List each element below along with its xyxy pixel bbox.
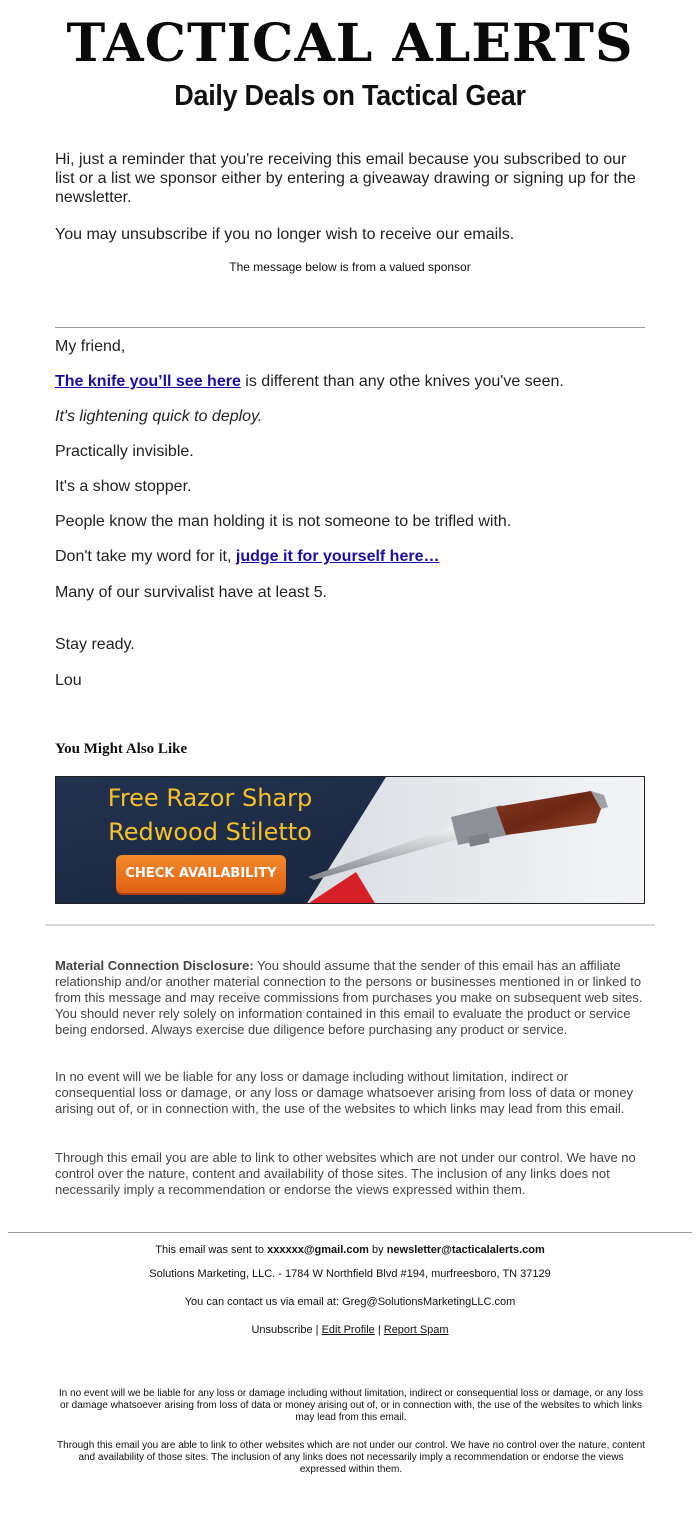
letter-line: It's lightening quick to deploy. [55,408,263,425]
divider [55,327,645,328]
letter-greeting: My friend, [55,338,126,355]
recipient-email: xxxxxx@gmail.com [267,1244,369,1256]
unsubscribe-link[interactable]: Unsubscribe [251,1324,313,1336]
edit-profile-link[interactable]: Edit Profile [321,1324,375,1336]
sent-to-line: This email was sent to xxxxxx@gmail.com by newsletter@tacticalalerts.com [155,1244,545,1256]
letter-line: People know the man holding it is not someone to be trifled with. [55,513,512,530]
sender-email: newsletter@tacticalalerts.com [386,1244,545,1256]
banner-headline: Free Razor Sharp Redwood Stiletto [107,784,313,846]
letter-line-text: Don't take my word for it, [55,548,236,565]
subscription-reminder: Hi, just a reminder that you're receiving this email because you subscribed to our list or a list we sponsor either by entering a giveaway drawing or signing up for the newsletter. [55,151,636,206]
judge-link[interactable]: judge it for yourself here… [235,548,440,565]
check-availability-button[interactable]: CHECK AVAILABILITY [116,855,286,893]
brand-tagline: Daily Deals on Tactical Gear [174,80,526,112]
letter-line-text: is different than any othe knives you've seen. [240,373,564,390]
divider [45,924,655,926]
sponsor-note: The message below is from a valued sponsor [229,260,471,274]
brand-logo: TACTICAL ALERTS [66,13,634,74]
report-spam-link[interactable]: Report Spam [383,1324,449,1336]
letter-signature: Lou [55,672,82,689]
knife-link[interactable]: The knife you’ll see here [55,373,241,390]
material-connection-disclosure [55,958,647,1038]
company-address: Solutions Marketing, LLC. - 1784 W Northfield Blvd #194, murfreesboro, TN 37129 [149,1268,551,1280]
unsubscribe-note: You may unsubscribe if you no longer wish to receive our emails. [55,226,515,243]
disclosure-label: Material Connection Disclosure: [55,958,254,973]
letter-line: Practically invisible. [55,443,194,460]
letter-line [55,547,439,567]
footer-links: Unsubscribe | Edit Profile | Report Spam [251,1324,449,1336]
letter-line: Many of our survivalist have at least 5. [55,584,328,601]
fine-print-links: Through this email you are able to link to other websites which are not under our control. We have no control over the nature, content and availability of those sites. The inclusion of any links does not necessarily imply a recommendation or endorse the views expressed within them. [57,1440,645,1475]
letter-line: It's a show stopper. [55,478,192,495]
email-header [0,14,700,113]
contact-line: You can contact us via email at: Greg@SolutionsMarketingLLC.com [184,1296,516,1308]
disclosure-text: You should assume that the sender of this email has an affiliate relationship and/or another material connection to the persons or businesses mentioned in or linked to from this message and may receive commissions from purchases you make on subsequent web sites. You should never rely solely on information contained in this email to evaluate the product or service being endorsed. Always exercise due diligence before purchasing any product or service. [55,958,643,1037]
also-like-heading: You Might Also Like [55,741,188,757]
divider [8,1232,692,1233]
letter-closing: Stay ready. [55,636,135,653]
liability-disclaimer: In no event will we be liable for any loss or damage including without limitation, indirect or consequential loss or damage, or any loss or damage whatsoever arising from loss of data or money arising out of, or in connection with, the use of the websites to which links may lead from this email. [55,1069,634,1116]
letter-line [55,372,564,392]
fine-print-liability: In no event will we be liable for any loss or damage including without limitation, indirect or consequential loss or damage, or any loss or damage whatsoever arising from loss of data or money arising out of, or in connection with, the use of the websites to which links may lead from this email. [58,1388,644,1423]
stiletto-ad-banner[interactable] [55,776,645,904]
external-links-disclaimer: Through this email you are able to link to other websites which are not under our control. We have no control over the nature, content and availability of those sites. The inclusion of any links does not necessarily imply a recommendation or endorse the views expressed within them. [55,1150,636,1197]
